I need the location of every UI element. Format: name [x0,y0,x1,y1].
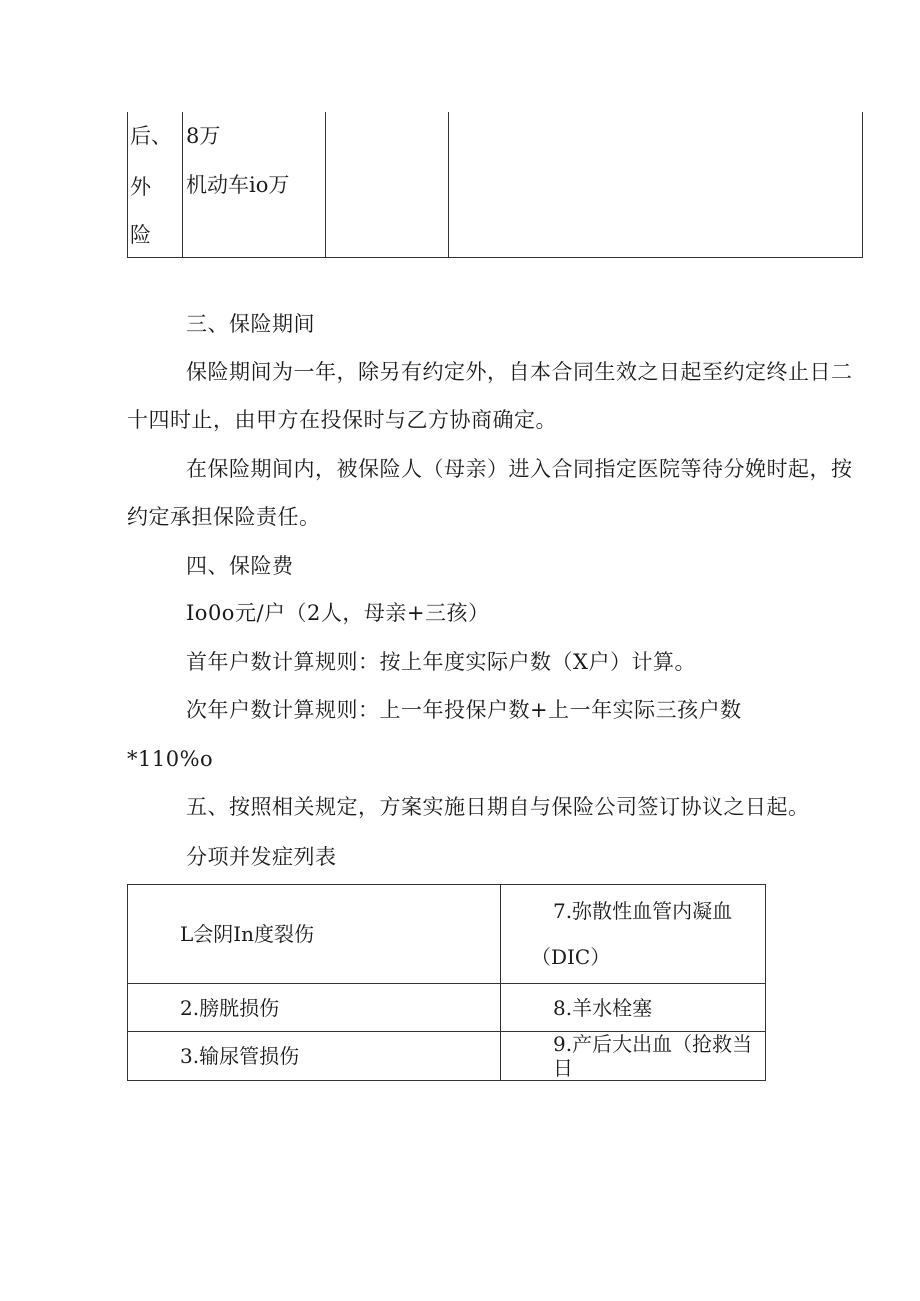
complication-7-abbrev: （DIC） [531,945,611,969]
section4-price: Io0o元/户（2人，母亲+三孩） [186,601,490,625]
top-table-border-right [862,112,863,258]
top-table-col1-line2: 外 [130,175,151,199]
table-cell-right: 9.产后大出血（抢救当日 [501,1032,766,1081]
section4-rule2-line1: 次年户数计算规则：上一年投保户数+上一年实际三孩户数 [186,698,742,722]
table-row [128,984,766,1032]
top-table-border-bottom [127,257,863,258]
top-table-border-col1 [182,112,183,258]
table-cell-right [501,885,766,984]
table-row [128,885,766,984]
top-table-border-col2 [325,112,326,258]
section4-rule2-line2: *110%o [127,747,214,771]
section3-heading: 三、保险期间 [186,312,315,336]
top-table-border-left [127,112,128,258]
table-cell-right: 8.羊水栓塞 [501,984,766,1032]
table-cell-left: L会阴In度裂伤 [128,885,501,984]
top-table-col1-line1: 后、 [130,124,172,148]
top-table-col2-line2: 机动车io万 [186,173,290,197]
top-table-col2-line1: 8万 [186,124,221,148]
table-cell-left: 3.输尿管损伤 [128,1032,501,1081]
section4-rule1: 首年户数计算规则：按上年度实际户数（X户）计算。 [186,650,696,674]
section3-para1-line1: 保险期间为一年，除另有约定外，自本合同生效之日起至约定终止日二 [186,360,853,384]
table-cell-left: 2.膀胱损伤 [128,984,501,1032]
section4-heading: 四、保险费 [186,554,294,578]
table-row [128,1032,766,1081]
section3-para2-line1: 在保险期间内，被保险人（母亲）进入合同指定医院等待分娩时起，按 [186,457,853,481]
section5-text: 五、按照相关规定，方案实施日期自与保险公司签订协议之日起。 [186,795,810,819]
complication-7: 7.弥散性血管内凝血 [553,899,733,923]
complications-table [127,884,766,1081]
complications-table-title: 分项并发症列表 [186,845,337,869]
top-table-col1-line3: 险 [130,223,151,247]
section3-para1-line2: 十四时止，由甲方在投保时与乙方协商确定。 [127,408,557,432]
section3-para2-line2: 约定承担保险责任。 [127,505,321,529]
top-table-border-col3 [448,112,449,258]
